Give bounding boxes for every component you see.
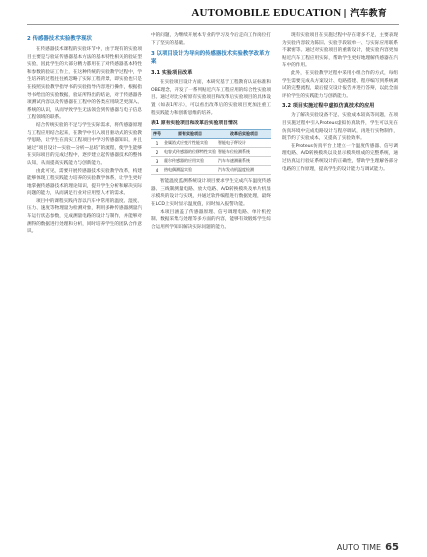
paragraph: 项目中的课程实践内容以汽车中常用的温度、湿度、压力、速度等物理量为检测对象，利用多种传感器测量汽车运行状态参数，完成测量电路的设计与制作，并能够对测得的数据进行处理和分析，同时培养学生的团队合作意识。	[27, 198, 142, 235]
journal-title-cn: | 汽车教育	[343, 9, 387, 19]
table-header-row	[151, 130, 271, 139]
table-cell: 电容式传感器的位移特性实验	[163, 148, 217, 157]
table-row	[151, 166, 271, 175]
section-heading-3: 3 以项目设计为导向的传感器技术实验教学改革方案	[151, 51, 270, 66]
table-row	[151, 139, 271, 148]
table-cell: 热电偶测温实验	[163, 166, 217, 175]
paragraph: 在实验项目设计方面，本研究基于工程教育认证标准和OBE理念，开发了一系列贴近汽车工程应用的综合性实验项目。通过对比分析原有实验项目和改革后实验项目的具体设置（如表1所示），可以看出改革后的实验项目更加注重工程实践能力和创新思维的培养。	[151, 80, 271, 116]
paragraph: 在传感器技术课程的实验环节中，由于现有的实验项目主要是与验证传感器基本方法的基本特性相关的验证型实验，因此学生的大部分精力都用在了对传感器基本特性和参数的验证工作上，在这种传统的实验教学过程中，学生培养的过程往往被忽略了实际工程背景，即实验也只是在按照实验教学指导书的实验指导内容进行操作，根据指导书给出的实验数据，验证所得出的结论，对于传感器各项测试内容以及传感器在工程中的各类应用缺乏更深入、系统的认识，从而导致学生无法领会到传感器与电子信息工程领域的联系。	[27, 47, 142, 121]
paragraph: 中的问题，为继续开展本专业的学习及今后走向工作岗位打下了坚实的基础。	[151, 33, 271, 46]
experiment-table	[151, 129, 271, 175]
column-middle	[151, 32, 271, 539]
column-right	[282, 32, 398, 539]
table-cell: 金属箔式应变片性能实验	[163, 139, 217, 148]
table-row	[151, 157, 271, 166]
table-cell: 3	[151, 157, 163, 166]
table-cell: 智能车位检测系统	[217, 148, 271, 157]
column-left	[27, 32, 142, 539]
paragraph: 此外，在实验教学过程中采用小组合作的方式，每组学生需要完成从方案设计、电路搭建、程序编写到系统调试的完整流程，最后提交设计报告并进行答辩，以此全面评价学生的实践能力与创新能力。	[282, 70, 398, 99]
paragraph: 本项目涵盖了传感器原理、信号调理电路、单片机控制、数据采集与处理等多方面的内容，能够有效锻炼学生综合运用所学知识解决实际问题的能力。	[151, 209, 271, 230]
table-cell: 汽车车速测量系统	[217, 157, 271, 166]
table-row	[151, 148, 271, 157]
footer-label: AUTO TIME	[336, 543, 382, 552]
paragraph: 由此可见，需要开展传感器技术实验教学改革，构建能够体现工程实践能力培养的实验教学体系，让学生更好地掌握传感器技术的理论知识，提升学生分析和解决实际问题的能力，从而满足行业对应用型人才的需求。	[27, 168, 142, 197]
paragraph: 为了解决实验设备不足、实验成本较高等问题，在项目实施过程中引入Proteus虚拟仿真软件，学生可以先在仿真环境中完成电路设计与程序调试，再进行实物制作，既节约了实验成本，又提高了实验效率。	[282, 113, 398, 142]
journal-title	[191, 6, 387, 19]
page-header	[0, 0, 427, 24]
table-header-cell: 序号	[151, 130, 163, 139]
table-cell: 汽车发动机温度检测	[217, 166, 271, 175]
paragraph: 在Proteus仿真平台上建立一个温度传感器、信号调理电路、A/D转换模块以及显示模块组成的完整系统，通过仿真运行验证系统设计的正确性，帮助学生理解各部分电路的工作原理，提高学生的设计能力与调试能力。	[282, 143, 398, 172]
table-cell: 2	[151, 148, 163, 157]
paragraph: 智能温度监测系统设计项目要求学生完成汽车温度传感器、三线制测量电路、放大电路、A/D转换模块及单片机显示模块的设计与实现，并通过软件编程进行数据处理，最终在LCD上实时显示温度值，同时加入报警功能。	[151, 179, 271, 207]
table-cell: 智能电子秤设计	[217, 139, 271, 148]
table-cell: 1	[151, 139, 163, 148]
paragraph: 结合传统实验的不足与学生实际需求，将传感器原理与工程应用结合起来，在教学中引入项目驱动式的实验教学思路，让学生在真实工程项目中学习传感器知识，并且通过“项目设计—实验—分析—总结”的流程，使学生能够在实际项目的完成过程中，逐步建立起传感器技术的整体认知，从而提高实践能力与创新能力。	[27, 122, 142, 166]
journal-title-en: AUTOMOBILE EDUCATION	[191, 7, 342, 19]
table-header-cell: 改革后实验项目	[217, 130, 271, 139]
table-cell: 4	[151, 166, 163, 175]
page-number: 65	[385, 542, 399, 553]
table-caption: 表1 原有实验项目和改革后实验项目情况	[151, 121, 238, 127]
section-heading-2: 2 传感器技术实验教学现状	[27, 36, 92, 42]
paragraph: 现有实验项目在实施过程中存在诸多不足，主要表现为实验内容较为陈旧、实验手段较单一、与实际应用联系不紧密等。通过对实验项目的重新设计，使实验内容更加贴近汽车工程应用实际，帮助学生更好地理解传感器在汽车中的作用。	[282, 33, 398, 69]
subsection-heading-3-2: 3.2 项目实施过程中虚拟仿真技术的应用	[282, 103, 375, 110]
header-divider	[27, 24, 399, 25]
table-cell: 霍尔传感器的应用实验	[163, 157, 217, 166]
page-footer	[337, 542, 399, 553]
subsection-heading-3-1: 3.1 实验项目改革	[151, 70, 193, 77]
table-header-cell: 原有实验项目	[163, 130, 217, 139]
